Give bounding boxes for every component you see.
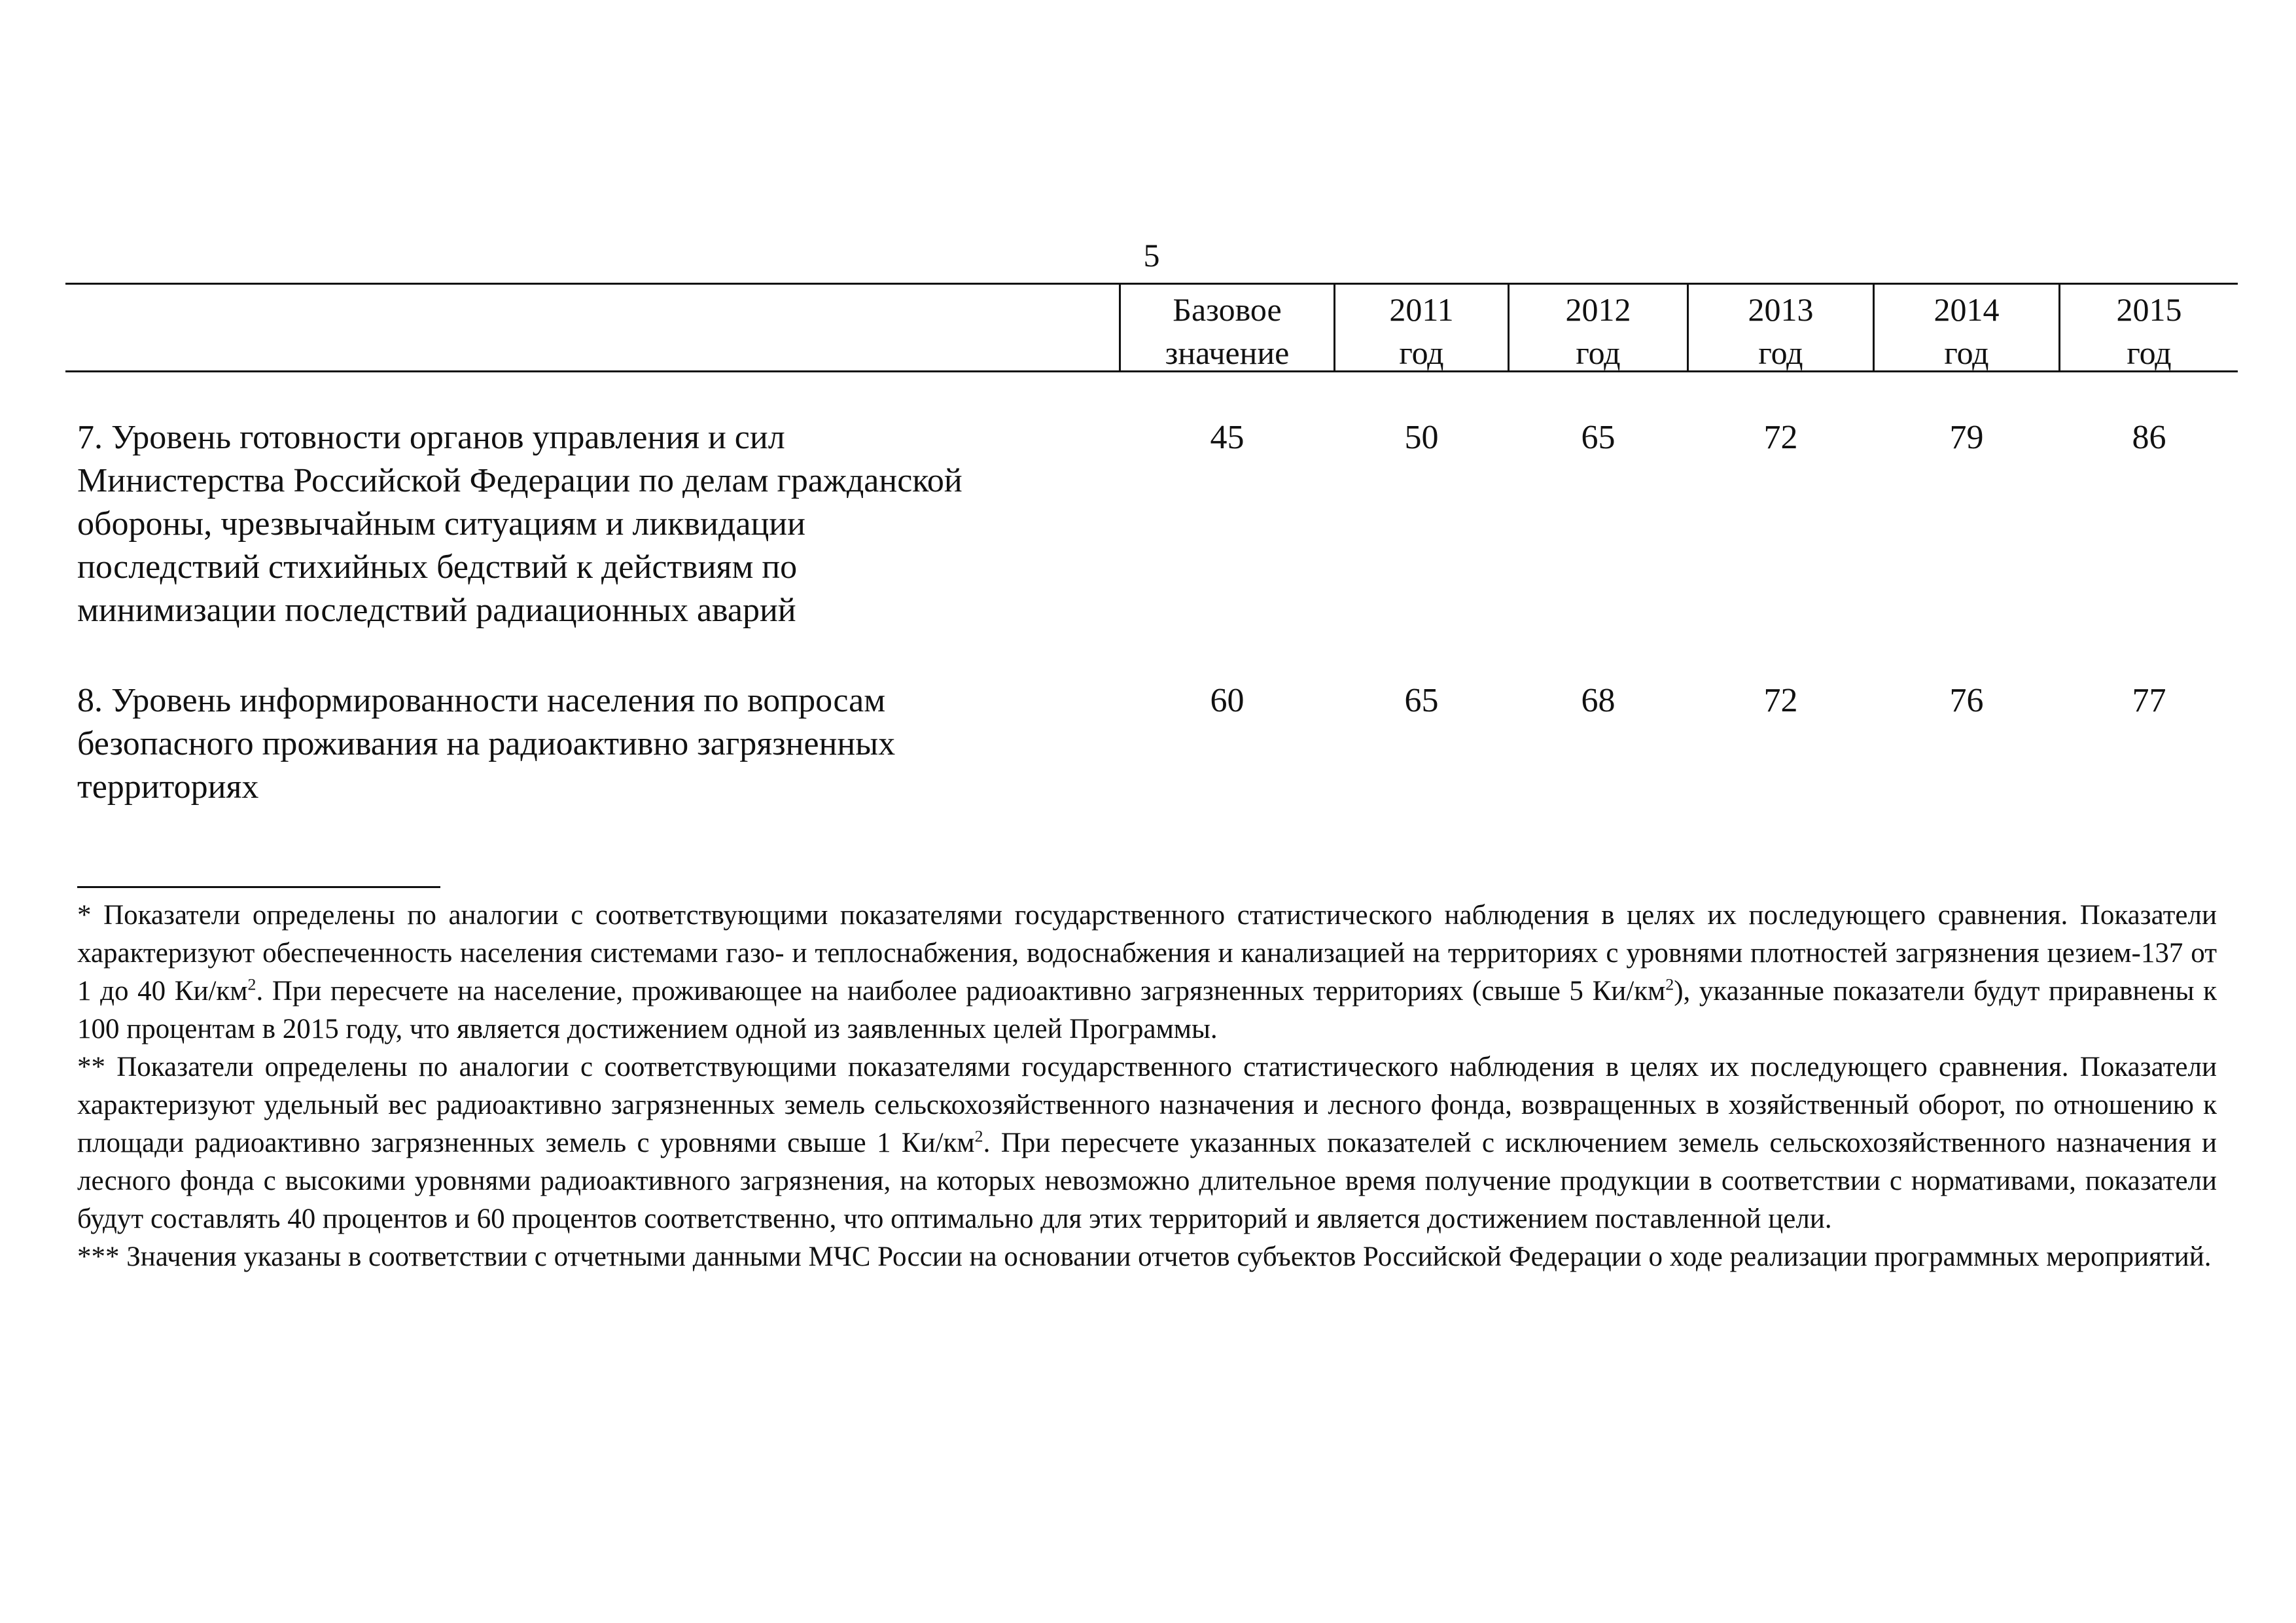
table-cell: 45: [1210, 419, 1245, 456]
footnote-2: ** Показатели определены по аналогии с соответствующими показателями государственного статистического наблюдения в целях их последующего сравнения. Показатели характеризуют удельный вес радиоактивно загрязненных земель сельскохозяйственного назначения и лесного фонда, возвращенных в хозяйственный оборот, по отношению к площади радиоактивно загрязненных земель с уровнями свыше 1 $Ки/км^2$. При пересчете указанных показателей с исключением земель сельскохозяйственного назначения и лесного фонда с высокими уровнями радиоактивного загрязнения, на которых невозможно длительное время получение продукции в соответствии с нормативами, показатели будут составлять 40 процентов и 60 процентов соответственно, что оптимально для этих территорий и является достижением поставленной цели.: [77, 1052, 2217, 1234]
column-header-2012: 2012 год: [1565, 291, 1631, 371]
table-cell: 86: [2132, 419, 2166, 456]
footnote-1: * Показатели определены по аналогии с соответствующими показателями государственного статистического наблюдения в целях их последующего сравнения. Показатели характеризуют обеспеченность населения системами газо- и теплоснабжения, водоснабжения и канализацией на территориях с уровнями плотностей загрязнения цезием-137 от 1 до 40 $Ки/км^2$. При пересчете на население, проживающее на наиболее радиоактивно загрязненных территориях (свыше 5 $Ки/км^2$), указанные показатели будут приравнены к 100 процентам в 2015 году, что является достижением одной из заявленных целей Программы.: [77, 900, 2217, 1044]
table-top-rule: [65, 283, 2238, 285]
table-cell: 76: [1949, 682, 1984, 719]
column-header-2011: 2011 год: [1389, 291, 1454, 371]
table-cell: 72: [1763, 419, 1798, 456]
page-number: 5: [1143, 237, 1160, 274]
table-cell: 77: [2132, 682, 2166, 719]
table-row-label: 8. Уровень информированности населения по вопросам безопасного проживания на радиоактивно загрязненных территориях: [77, 682, 896, 806]
table-cell: 65: [1581, 419, 1616, 456]
table-cell: 50: [1404, 419, 1439, 456]
table-cell: 79: [1949, 419, 1984, 456]
table-cell: 60: [1210, 682, 1245, 719]
column-header-2013: 2013 год: [1748, 291, 1814, 371]
column-header-2014: 2014 год: [1934, 291, 2000, 371]
footnote-3: *** Значения указаны в соответствии с отчетными данными МЧС России на основании отчетов субъектов Российской Федерации о ходе реализации программных мероприятий.: [77, 1241, 2212, 1272]
table-cell: 68: [1581, 682, 1616, 719]
table-cell: 72: [1763, 682, 1798, 719]
column-header-2015: 2015 год: [2116, 291, 2182, 371]
footnotes: [77, 897, 2217, 1276]
footnote-separator: [77, 886, 440, 888]
column-header-base: Базовое значение: [1165, 291, 1290, 371]
table-row-label: 7. Уровень готовности органов управления и сил Министерства Российской Федерации по делам гражданской обороны, чрезвычайным ситуациям и ликвидации последствий стихийных бедствий к действиям по минимизации последствий радиационных аварий: [77, 419, 963, 629]
table-cell: 65: [1404, 682, 1439, 719]
